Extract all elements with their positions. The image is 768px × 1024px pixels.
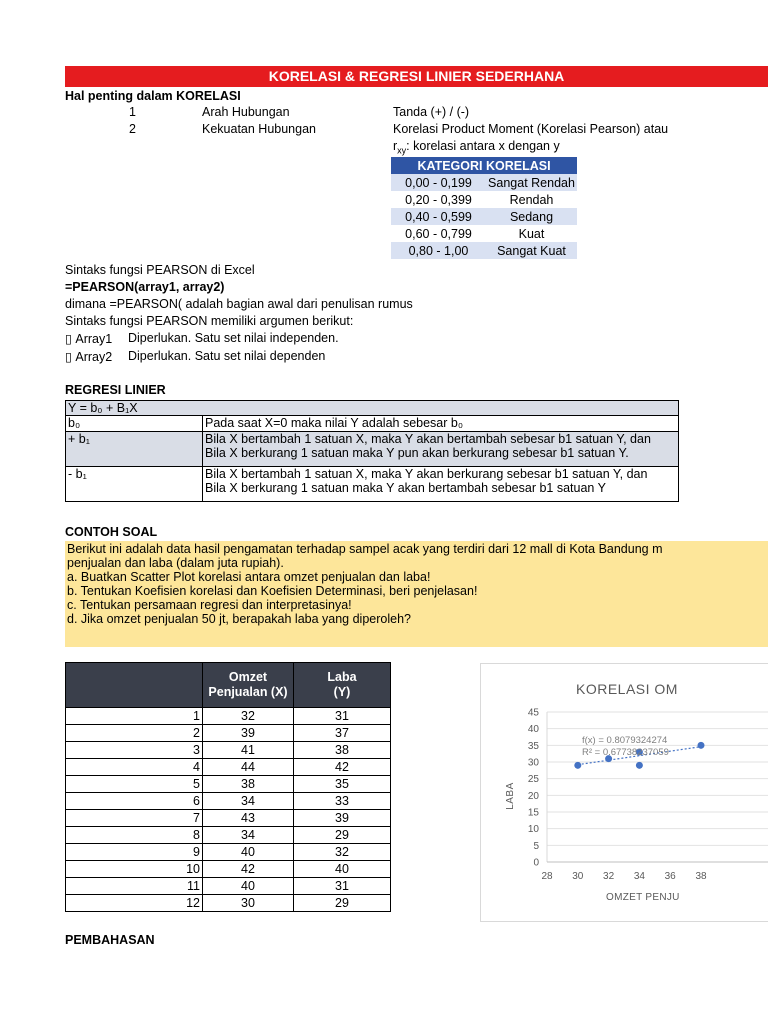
kategori-korelasi-table (391, 157, 577, 259)
regresi-term: - b₁ (66, 467, 203, 502)
chart-title: KORELASI OM (576, 681, 678, 697)
pearson-line: Sintaks fungsi PEARSON memiliki argumen berikut: (65, 314, 354, 328)
table-row (66, 742, 391, 759)
contoh-line: b. Tentukan Koefisien korelasi dan Koefisien Determinasi, beri penjelasan! (67, 584, 478, 598)
kategori-range: 0,20 - 0,399 (405, 192, 472, 207)
row-number: 2 (66, 725, 203, 742)
column-header-x-line: Penjualan (X) (208, 685, 288, 699)
data-point (636, 762, 643, 769)
cell-omzet: 40 (203, 844, 294, 861)
row-number: 1 (66, 708, 203, 725)
x-tick-label: 30 (572, 871, 584, 882)
arg-name: Array1 (75, 332, 113, 346)
cell-laba: 29 (294, 827, 391, 844)
regresi-desc-cell (203, 467, 679, 502)
cell-omzet: 34 (203, 793, 294, 810)
row-number: 9 (66, 844, 203, 861)
y-tick-label: 45 (527, 707, 539, 719)
y-tick-label: 30 (527, 757, 539, 769)
pembahasan-heading: PEMBAHASAN (65, 933, 155, 947)
cell-omzet: 42 (203, 861, 294, 878)
row-number: 7 (66, 810, 203, 827)
contoh-line: penjualan dan laba (dalam juta rupiah). (67, 556, 284, 570)
table-row (66, 810, 391, 827)
regresi-formula: Y = b₀ + B₁X (66, 401, 679, 416)
x-tick-label: 34 (633, 871, 645, 882)
pearson-line: dimana =PEARSON( adalah bagian awal dari penulisan rumus (65, 297, 413, 311)
table-row (66, 725, 391, 742)
kategori-range: 0,80 - 1,00 (391, 242, 486, 259)
cell-omzet: 34 (203, 827, 294, 844)
y-tick-label: 0 (533, 857, 539, 869)
y-axis-title: LABA (505, 782, 516, 810)
row-number: 4 (66, 759, 203, 776)
data-point (698, 742, 705, 749)
contoh-line: a. Buatkan Scatter Plot korelasi antara omzet penjualan dan laba! (67, 570, 431, 584)
table-row (66, 861, 391, 878)
pearson-syntax: =PEARSON(array1, array2) (65, 280, 225, 294)
data-table-body (66, 708, 391, 912)
data-point (574, 762, 581, 769)
rxy-text: : korelasi antara x dengan y (406, 139, 560, 153)
scatter-chart (480, 663, 768, 922)
page-title: KORELASI & REGRESI LINIER SEDERHANA (65, 66, 768, 87)
contoh-heading: CONTOH SOAL (65, 525, 158, 539)
y-tick-label: 40 (527, 724, 539, 736)
cell-omzet: 40 (203, 878, 294, 895)
kategori-label: Sangat Rendah (486, 174, 577, 191)
bullet-icon: ▯ (65, 332, 72, 346)
x-axis-title: OMZET PENJU (606, 892, 680, 903)
cell-omzet: 44 (203, 759, 294, 776)
cell-laba: 35 (294, 776, 391, 793)
arg-desc: Diperlukan. Satu set nilai independen. (128, 331, 339, 345)
column-header-x (203, 663, 294, 708)
cell-laba: 42 (294, 759, 391, 776)
rxy-symbol: r (393, 139, 398, 153)
y-tick-label: 5 (533, 840, 539, 852)
korelasi-heading: Hal penting dalam KORELASI (65, 89, 241, 103)
contoh-line: c. Tentukan persamaan regresi dan interpretasinya! (67, 598, 352, 612)
cell-laba: 40 (294, 861, 391, 878)
row-number: 6 (66, 793, 203, 810)
cell-laba: 38 (294, 742, 391, 759)
bullet-icon: ▯ (65, 350, 72, 364)
regresi-desc: Bila X berkurang 1 satuan maka Y akan bertambah sebesar b1 satuan Y (205, 481, 606, 495)
row-number: 11 (66, 878, 203, 895)
table-row (66, 878, 391, 895)
column-header-x-line: Omzet (228, 670, 268, 684)
regresi-desc: Pada saat X=0 maka nilai Y adalah sebesar b₀ (203, 416, 679, 432)
kategori-label: Rendah (509, 192, 554, 207)
row-number: 3 (66, 742, 203, 759)
kategori-header: KATEGORI KORELASI (391, 157, 577, 174)
regresi-table (65, 400, 679, 502)
pearson-line: Sintaks fungsi PEARSON di Excel (65, 263, 255, 277)
table-row (66, 793, 391, 810)
row-number: 10 (66, 861, 203, 878)
column-header-y (294, 663, 391, 708)
cell-laba: 33 (294, 793, 391, 810)
row-number: 12 (66, 895, 203, 912)
korelasi-item-no: 2 (129, 122, 136, 136)
table-row (66, 776, 391, 793)
y-tick-label: 25 (527, 774, 539, 786)
regresi-desc: Bila X bertambah 1 satuan X, maka Y akan bertambah sebesar b1 satuan Y, dan (205, 432, 651, 446)
cell-laba: 32 (294, 844, 391, 861)
trendline-r2: R² = 0.67738237059 (582, 747, 669, 758)
rxy-subscript: xy (397, 145, 407, 156)
y-tick-label: 15 (527, 807, 539, 819)
contoh-line: Berikut ini adalah data hasil pengamatan terhadap sampel acak yang terdiri dari 12 mall di Kota Bandung m (67, 542, 663, 556)
regresi-term: + b₁ (66, 432, 203, 467)
table-row (66, 844, 391, 861)
regresi-heading: REGRESI LINIER (65, 383, 166, 397)
kategori-range: 0,00 - 0,199 (391, 174, 486, 191)
column-header-y-line: Laba (327, 670, 357, 684)
kategori-range: 0,60 - 0,799 (405, 226, 472, 241)
cell-omzet: 43 (203, 810, 294, 827)
cell-omzet: 39 (203, 725, 294, 742)
cell-omzet: 41 (203, 742, 294, 759)
cell-laba: 31 (294, 708, 391, 725)
regresi-desc: Bila X bertambah 1 satuan X, maka Y akan berkurang sebesar b1 satuan Y, dan (205, 467, 648, 481)
y-tick-label: 35 (527, 740, 539, 752)
korelasi-item-no: 1 (129, 105, 136, 119)
table-row (66, 895, 391, 912)
korelasi-item-label: Arah Hubungan (202, 105, 290, 119)
trendline-equation: f(x) = 0.8079324274 (582, 735, 668, 746)
kategori-label: Kuat (518, 226, 545, 241)
y-tick-label: 20 (527, 790, 539, 802)
cell-laba: 37 (294, 725, 391, 742)
table-row (66, 708, 391, 725)
table-row (66, 827, 391, 844)
row-number: 5 (66, 776, 203, 793)
korelasi-item-desc: Korelasi Product Moment (Korelasi Pearson) atau (393, 122, 669, 136)
row-number: 8 (66, 827, 203, 844)
arg-desc: Diperlukan. Satu set nilai dependen (128, 349, 326, 363)
korelasi-item-label: Kekuatan Hubungan (202, 122, 316, 136)
cell-omzet: 32 (203, 708, 294, 725)
x-tick-label: 36 (664, 871, 676, 882)
korelasi-item-desc: Tanda (+) / (-) (393, 105, 470, 119)
arg-name: Array2 (75, 350, 113, 364)
x-tick-label: 32 (603, 871, 615, 882)
contoh-soal-box (65, 541, 768, 647)
pearson-arg-1 (65, 331, 112, 346)
column-header-y-line: (Y) (333, 685, 351, 699)
table-row (66, 759, 391, 776)
regresi-desc-cell (203, 432, 679, 467)
contoh-line: d. Jika omzet penjualan 50 jt, berapakah laba yang diperoleh? (67, 612, 411, 626)
cell-laba: 29 (294, 895, 391, 912)
scatter-chart-svg (481, 664, 768, 921)
kategori-label: Sangat Kuat (486, 242, 577, 259)
y-tick-label: 10 (527, 824, 539, 836)
cell-laba: 39 (294, 810, 391, 827)
x-tick-label: 38 (695, 871, 707, 882)
cell-omzet: 30 (203, 895, 294, 912)
regresi-term: b₀ (66, 416, 203, 432)
data-table (65, 662, 391, 912)
data-table-blank-header (66, 663, 203, 708)
x-tick-label: 28 (541, 871, 553, 882)
pearson-arg-2 (65, 349, 112, 364)
cell-omzet: 38 (203, 776, 294, 793)
cell-laba: 31 (294, 878, 391, 895)
regresi-desc: Bila X berkurang 1 satuan maka Y pun akan berkurang sebesar b1 satuan Y. (205, 446, 629, 460)
rxy-definition (393, 139, 560, 156)
kategori-range: 0,40 - 0,599 (391, 208, 486, 225)
kategori-label: Sedang (486, 208, 577, 225)
